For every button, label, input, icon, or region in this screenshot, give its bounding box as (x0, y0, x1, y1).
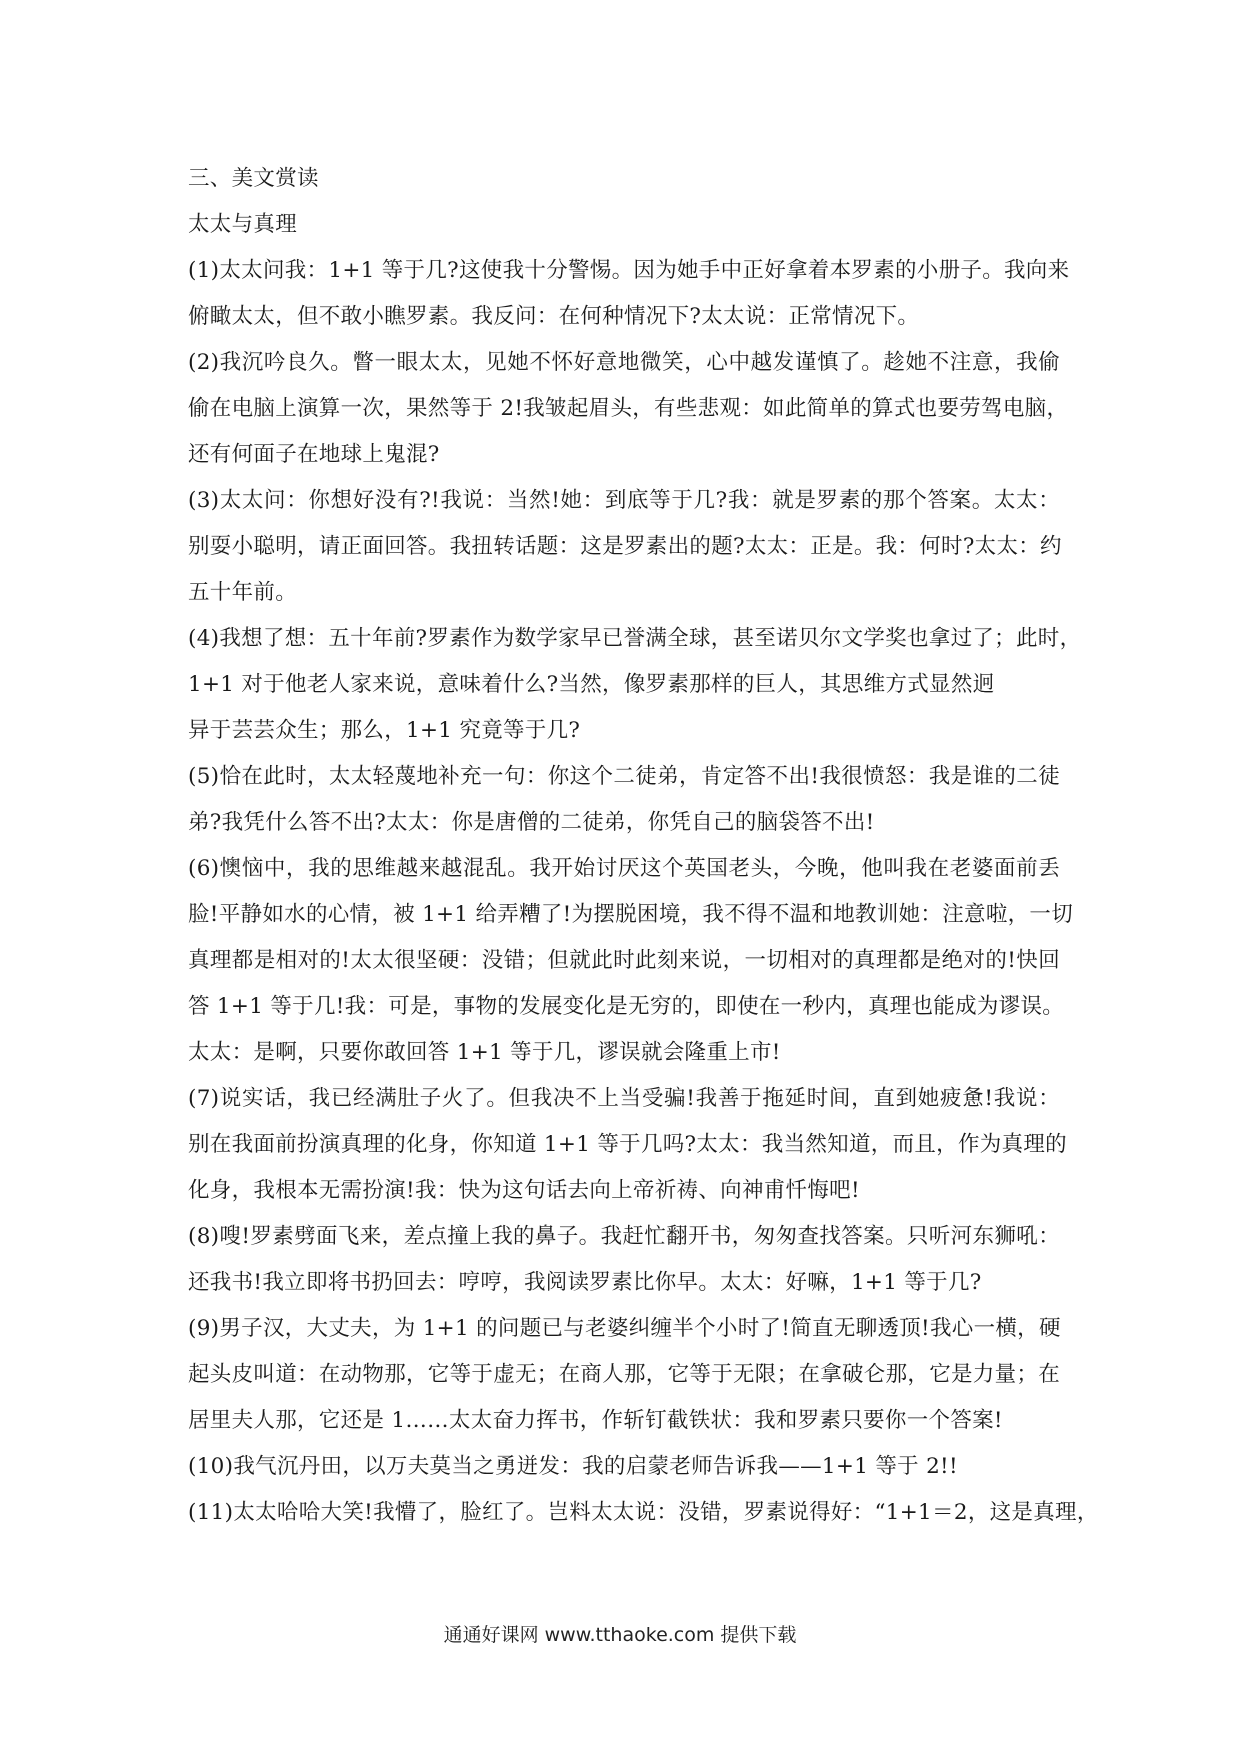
text-line: (2)我沉吟良久。瞥一眼太太，见她不怀好意地微笑，心中越发谨慎了。趁她不注意，我偷 (188, 350, 1060, 375)
text-line: 俯瞰太太，但不敢小瞧罗素。我反问：在何种情况下?太太说：正常情况下。 (188, 304, 920, 329)
text-line: 偷在电脑上演算一次，果然等于 2!我皱起眉头，有些悲观：如此简单的算式也要劳驾电脑， (188, 396, 1069, 421)
text-line: (1)太太问我：1+1 等于几?这使我十分警惕。因为她手中正好拿着本罗素的小册子。我向来 (188, 258, 1070, 283)
text-line: 太太：是啊，只要你敢回答 1+1 等于几，谬误就会隆重上市! (188, 1040, 781, 1065)
text-line: (11)太太哈哈大笑!我懵了，脸红了。岂料太太说：没错，罗素说得好：“1+1＝2，这是真理， (188, 1500, 1099, 1525)
text-line: 脸!平静如水的心情，被 1+1 给弄糟了!为摆脱困境，我不得不温和地教训她：注意啦，一切 (188, 902, 1074, 927)
text-line: (10)我气沉丹田，以万夫莫当之勇迸发：我的启蒙老师告诉我——1+1 等于 2!! (188, 1454, 958, 1479)
text-line: (7)说实话，我已经满肚子火了。但我决不上当受骗!我善于拖延时间，直到她疲惫!我说： (188, 1086, 1060, 1111)
text-line: 五十年前。 (188, 580, 298, 605)
text-line: (5)恰在此时，太太轻蔑地补充一句：你这个二徒弟，肯定答不出!我很愤怒：我是谁的二徒 (188, 764, 1060, 789)
text-line: (9)男子汉，大丈夫，为 1+1 的问题已与老婆纠缠半个小时了!简直无聊透顶!我心一横，硬 (188, 1316, 1061, 1341)
text-line: 真理都是相对的!太太很坚硬：没错；但就此时此刻来说，一切相对的真理都是绝对的!快回 (188, 948, 1060, 973)
text-line: 居里夫人那，它还是 1……太太奋力挥书，作斩钉截铁状：我和罗素只要你一个答案! (188, 1408, 1003, 1433)
text-line: 还我书!我立即将书扔回去：哼哼，我阅读罗素比你早。太太：好嘛，1+1 等于几? (188, 1270, 982, 1295)
text-line: 别耍小聪明，请正面回答。我扭转话题：这是罗素出的题?太太：正是。我：何时?太太：约 (188, 534, 1062, 559)
text-line: (3)太太问：你想好没有?!我说：当然!她：到底等于几?我：就是罗素的那个答案。太太： (188, 488, 1060, 513)
text-line: 化身，我根本无需扮演!我：快为这句话去向上帝祈祷、向神甫忏悔吧! (188, 1178, 860, 1203)
text-line: (6)懊恼中，我的思维越来越混乱。我开始讨厌这个英国老头，今晚，他叫我在老婆面前丢 (188, 856, 1060, 881)
page-footer: 通通好课网 www.tthaoke.com 提供下载 (443, 1624, 797, 1646)
text-line: (8)嗖!罗素劈面飞来，差点撞上我的鼻子。我赶忙翻开书，匆匆查找答案。只听河东狮吼： (188, 1224, 1060, 1249)
text-line: 还有何面子在地球上鬼混? (188, 442, 440, 467)
text-line: 异于芸芸众生；那么，1+1 究竟等于几? (188, 718, 581, 743)
text-line: 起头皮叫道：在动物那，它等于虚无；在商人那，它等于无限；在拿破仑那，它是力量；在 (188, 1362, 1061, 1387)
document-body (188, 156, 1099, 1536)
text-line: 弟?我凭什么答不出?太太：你是唐僧的二徒弟，你凭自己的脑袋答不出! (188, 810, 875, 835)
text-line: 1+1 对于他老人家来说，意味着什么?当然，像罗素那样的巨人，其思维方式显然迥 (188, 672, 995, 697)
article-title: 太太与真理 (188, 212, 298, 237)
text-line: (4)我想了想：五十年前?罗素作为数学家早已誉满全球，甚至诺贝尔文学奖也拿过了；此时， (188, 626, 1082, 651)
section-heading: 三、美文赏读 (188, 166, 319, 191)
article-text (188, 248, 1099, 1536)
text-line: 别在我面前扮演真理的化身，你知道 1+1 等于几吗?太太：我当然知道，而且，作为真理的 (188, 1132, 1067, 1157)
text-line: 答 1+1 等于几!我：可是，事物的发展变化是无穷的，即使在一秒内，真理也能成为谬误。 (188, 994, 1065, 1019)
